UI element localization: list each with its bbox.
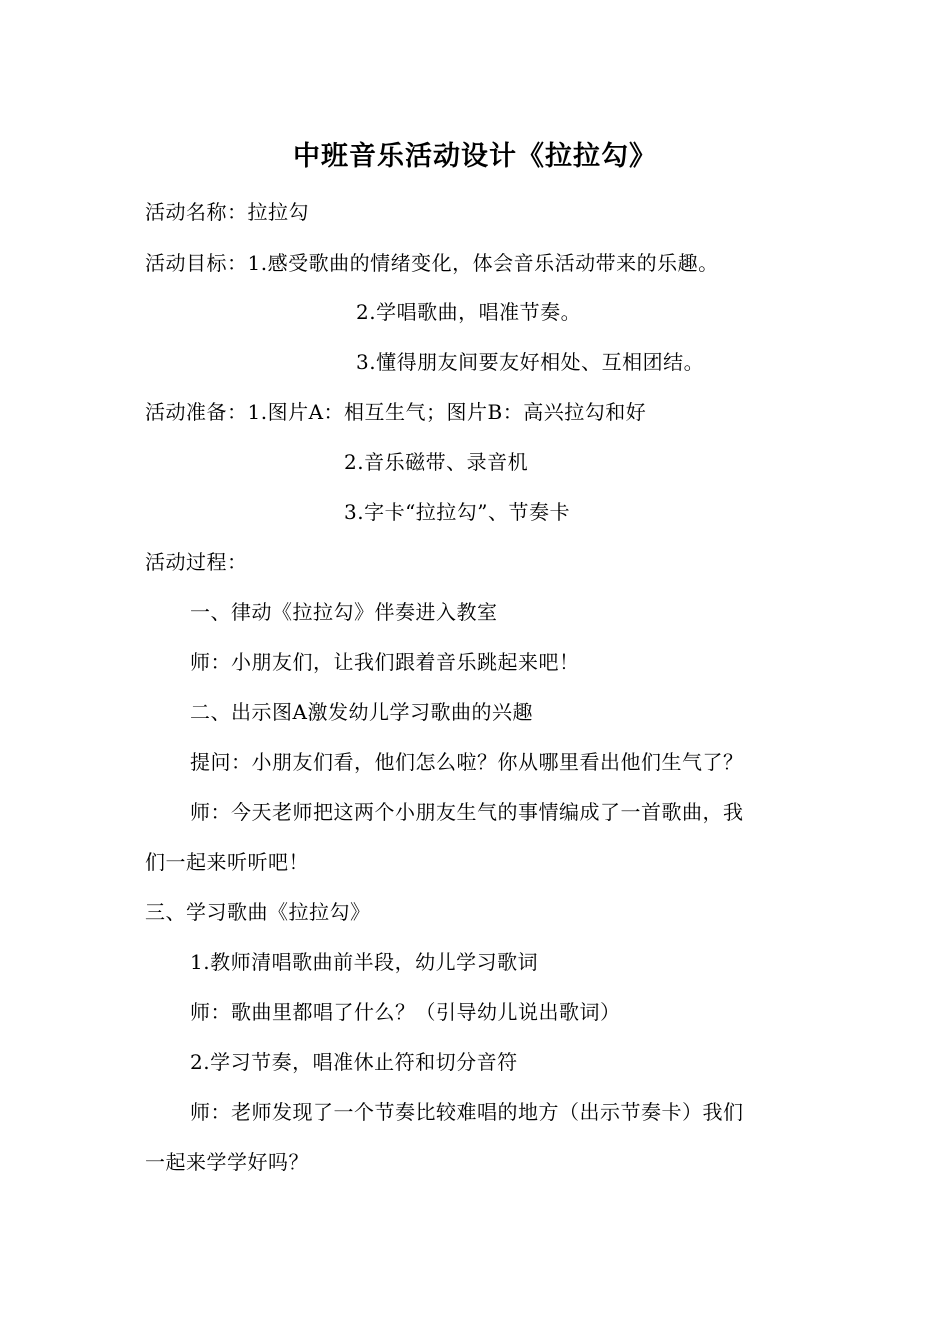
activity-process-heading: 活动过程： [145, 550, 248, 574]
document-title: 中班音乐活动设计《拉拉勾》 [293, 141, 657, 172]
activity-prep-1: 活动准备：1.图片A：相互生气；图片B：高兴拉勾和好 [145, 400, 647, 424]
process-step-3-teacher-1: 师：歌曲里都唱了什么？（引导幼儿说出歌词） [190, 1000, 621, 1024]
process-step-3-sub-2: 2.学习节奏，唱准休止符和切分音符 [190, 1050, 518, 1074]
process-step-3: 三、学习歌曲《拉拉勾》 [145, 900, 371, 924]
process-step-3-teacher-2-cont: 一起来学学好吗？ [145, 1150, 309, 1174]
activity-goal-1: 活动目标：1.感受歌曲的情绪变化，体会音乐活动带来的乐趣。 [145, 251, 719, 275]
activity-goal-2: 2.学唱歌曲，唱准节奏。 [356, 300, 582, 324]
activity-prep-2: 2.音乐磁带、录音机 [344, 450, 529, 474]
process-step-1-teacher: 师：小朋友们，让我们跟着音乐跳起来吧！ [190, 650, 580, 674]
process-step-1: 一、律动《拉拉勾》伴奏进入教室 [190, 600, 498, 624]
process-step-2: 二、出示图A激发幼儿学习歌曲的兴趣 [190, 700, 533, 724]
process-step-2-teacher: 师：今天老师把这两个小朋友生气的事情编成了一首歌曲，我 [190, 800, 744, 824]
activity-prep-3: 3.字卡“拉拉勾”、节奏卡 [344, 500, 571, 524]
process-step-2-question: 提问：小朋友们看，他们怎么啦？你从哪里看出他们生气了？ [190, 750, 744, 774]
activity-goal-3: 3.懂得朋友间要友好相处、互相团结。 [356, 350, 705, 374]
process-step-3-teacher-2: 师：老师发现了一个节奏比较难唱的地方（出示节奏卡）我们 [190, 1100, 744, 1124]
process-step-3-sub-1: 1.教师清唱歌曲前半段，幼儿学习歌词 [190, 950, 539, 974]
process-step-2-teacher-cont: 们一起来听听吧！ [145, 850, 309, 874]
activity-name: 活动名称：拉拉勾 [145, 200, 309, 224]
